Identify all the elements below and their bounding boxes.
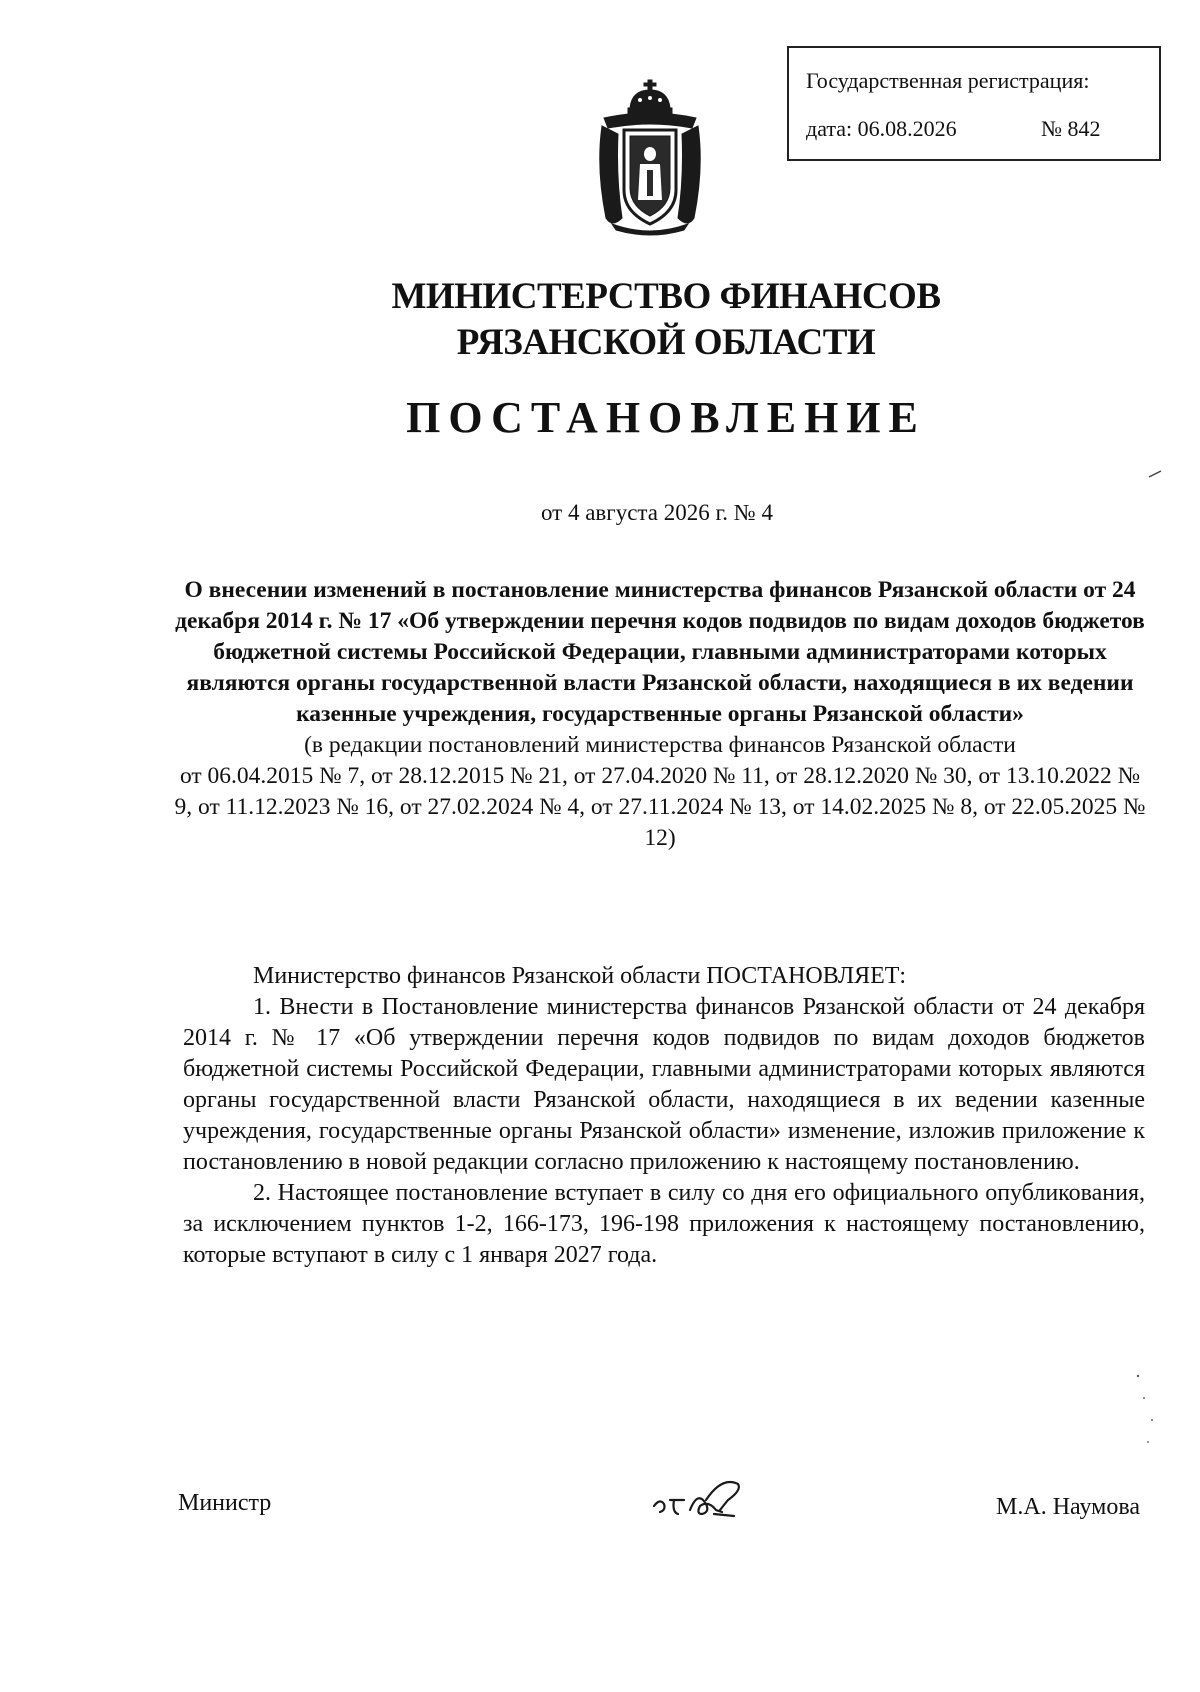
document-body <box>183 961 1145 1271</box>
signatory-role: Министр <box>178 1490 272 1516</box>
handwritten-signature-icon <box>650 1470 770 1530</box>
document-subject <box>170 575 1150 854</box>
scan-specks <box>1130 1370 1160 1450</box>
ministry-name <box>0 274 1200 366</box>
coat-of-arms-icon <box>592 78 708 238</box>
scan-mark <box>1148 470 1162 478</box>
registration-number: № 842 <box>1041 116 1101 141</box>
signatory-name: М.А. Наумова <box>996 1494 1140 1520</box>
registration-date: дата: 06.08.2026 <box>806 116 957 141</box>
registration-title: Государственная регистрация: <box>806 68 1090 93</box>
paragraph-item-1: 1. Внести в Постановление министерства финансов Рязанской области от 24 декабря 2014 г. № 17 «Об утверждении перечня кодов подвидов по видам доходов бюджетов бюджетной системы Российской Федерации, главными администраторами которых являются органы государственной власти Рязанской области, находящиеся в их ведении казенные учреждения, государственные органы Рязанской области» изменение, изложив приложение к постановлению в новой редакции согласно приложению к настоящему постановлению. <box>183 994 1145 1175</box>
signature-block <box>0 1470 1200 1550</box>
ministry-line-2: РЯЗАНСКОЙ ОБЛАСТИ <box>456 322 876 363</box>
subject-title: О внесении изменений в постановление министерства финансов Рязанской области от 24 декабря 2014 г. № 17 «Об утверждении перечня кодов подвидов по видам доходов бюджетов бюджетной системы Российской Федерации, главными администраторами которых являются органы государственной власти Рязанской области, находящиеся в их ведении казенные учреждения, государственные органы Рязанской области» <box>175 577 1145 727</box>
document-type: ПОСТАНОВЛЕНИЕ <box>406 393 926 442</box>
registration-stamp <box>787 46 1161 161</box>
redaction-intro: (в редакции постановлений министерства финансов Рязанской области <box>304 732 1016 758</box>
redaction-list: от 06.04.2015 № 7, от 28.12.2015 № 21, от 27.04.2020 № 11, от 28.12.2020 № 30, от 13.10.2022 № 9, от 11.12.2023 № 16, от 27.02.2024 № 4, от 27.11.2024 № 13, от 14.02.2025 № 8, от 22.05.2025 № 12) <box>174 763 1146 851</box>
ministry-line-1: МИНИСТЕРСТВО ФИНАНСОВ <box>391 276 941 317</box>
paragraph-item-2: 2. Настоящее постановление вступает в силу со дня его официального опубликования, за исключением пунктов 1-2, 166-173, 196-198 приложения к настоящему постановлению, которые вступают в силу с 1 января 2027 года. <box>183 1180 1145 1268</box>
document-date: от 4 августа 2026 г. № 4 <box>540 500 774 525</box>
preamble: Министерство финансов Рязанской области ПОСТАНОВЛЯЕТ: <box>253 963 907 989</box>
